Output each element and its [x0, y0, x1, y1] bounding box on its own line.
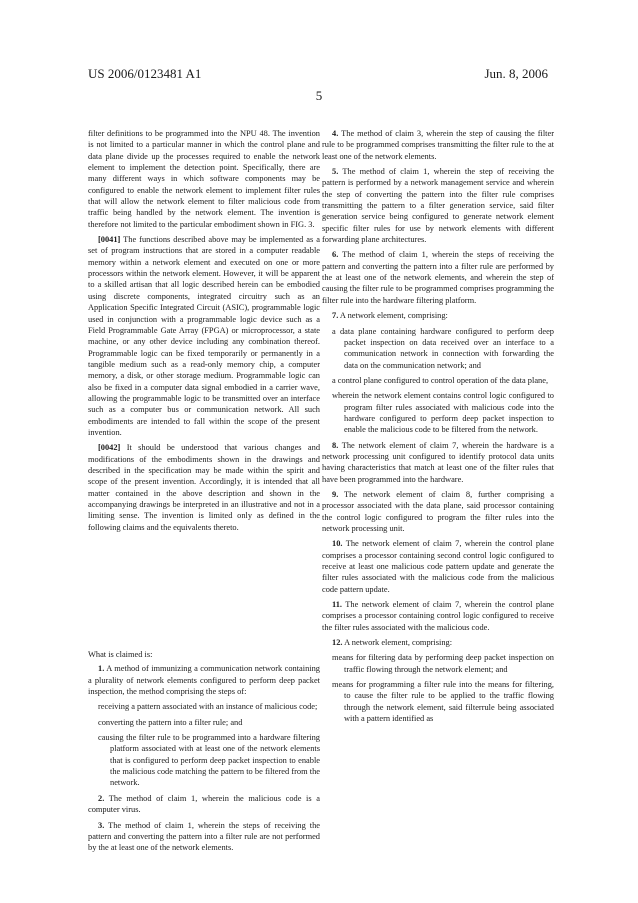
left-column	[88, 128, 320, 858]
claim-1	[88, 663, 320, 697]
claim-1-step: receiving a pattern associated with an instance of malicious code;	[98, 702, 318, 712]
paragraph-number: [0041]	[98, 235, 121, 245]
claim-number: 10.	[332, 539, 343, 549]
claim-4	[322, 128, 554, 162]
claim-3	[88, 820, 320, 854]
claim-text: A network element, comprising:	[339, 311, 448, 321]
claim-11	[322, 599, 554, 633]
claim-5	[322, 166, 554, 245]
paragraph-text: It should be understood that various changes and modifications of the embodiments shown in the drawings and described in the specification may be made within the spirit and scope of the present invention. Accordingly, it is intended that all matter contained in the above description and shown in the accompanying drawings be interpreted in an illustrative and not in a limiting sense. The invention is limited only as defined in the following claims and the equivalents thereto.	[88, 443, 321, 532]
claim-10	[322, 538, 554, 595]
claim-text: The method of claim 1, wherein the step of receiving the pattern is performed by a network management service and wherein the step of converting the pattern into the filter rule comprises transmitting the pattern to a filter generation service, said filter generation service being configured to generate network element specific filter rules for use by network elements with different forwarding plane architectures.	[322, 167, 554, 245]
publication-date: Jun. 8, 2006	[484, 66, 548, 81]
claim-12-element: means for filtering data by performing deep packet inspection on traffic flowing through the network element; and	[332, 653, 554, 674]
claim-7-element: a control plane configured to control operation of the data plane,	[332, 375, 549, 385]
claim-text: The method of claim 1, wherein the malicious code is a computer virus.	[88, 793, 320, 815]
paragraph-0041	[88, 234, 320, 438]
claim-7	[322, 310, 554, 321]
publication-number: US 2006/0123481 A1	[88, 66, 202, 81]
claim-number: 2.	[98, 793, 105, 803]
claim-number: 12.	[332, 638, 343, 648]
claim-text: The network element of claim 7, wherein the control plane comprises a processor containing control logic configured to receive the filter rules associated with the malicious code.	[322, 600, 554, 632]
claim-1-step: converting the pattern into a filter rule; and	[98, 717, 243, 727]
claim-text: The method of claim 1, wherein the steps of receiving the pattern and converting the pattern into a filter rule are not performed by the at least one of the network elements.	[88, 820, 320, 853]
claim-number: 6.	[332, 250, 339, 260]
page-number: 5	[315, 88, 323, 103]
section-gap	[88, 537, 320, 649]
paragraph-0042	[88, 442, 320, 533]
claim-text: The method of claim 3, wherein the step of causing the filter rule to be programmed comprises transmitting the filter rule to the at least one of the network elements.	[322, 129, 554, 161]
claim-text: A method of immunizing a communication network containing a plurality of network elements configured to perform deep packet inspection, the method comprising the steps of:	[88, 664, 320, 697]
paragraph-text: The functions described above may be implemented as a set of program instructions that are stored in a computer readable memory within a network element and executed on one or more processors within the network element. However, it will be apparent to a skilled artisan that all logic described herein can be embodied using discrete components, integrated circuitry such as an Application Specific Integrated Circuit (ASIC), programmable logic used in conjunction with a programmable logic device such as a Field Programmable Gate Array (FPGA) or microprocessor, a state machine, or any other device including any combination thereof. Programmable logic can be fixed temporarily or permanently in a tangible medium such as a read-only memory chip, a computer memory, a disk, or other storage medium. Programmable logic can also be fixed in a computer data signal embodied in a carrier wave, allowing the programmable logic to be transmitted over an interface such as a computer bus or communication network. All such embodiments are intended to fall within the scope of the present invention.	[88, 235, 320, 437]
claim-9	[322, 489, 554, 534]
claim-6	[322, 249, 554, 306]
claim-number: 1.	[98, 664, 105, 674]
claim-text: The network element of claim 7, wherein the control plane comprises a processor containing second control logic configured to receive at least one malicious code pattern update and generate the filter rules associated with the malicious code from the malicious code pattern update.	[322, 539, 554, 594]
claim-number: 11.	[332, 600, 343, 610]
claim-number: 4.	[332, 129, 339, 138]
claim-7-element: wherein the network element contains control logic configured to program filter rules associated with malicious code into the hardware configured to perform deep packet inspection to enable the malicious code to be filtered from the network.	[332, 391, 554, 435]
page-header	[60, 66, 578, 103]
paragraph-continued: filter definitions to be programmed into the NPU 48. The invention is not limited to a particular manner in which the control plane and data plane divide up the processes required to enable the network element to implement the detection point. Specifically, there are many different ways in which software components may be configured to enable the network element to implement filter rules that will allow the network element to filter malicious code from traffic being handled by the network element. The invention is therefore not limited to the particular embodiment shown in FIG. 3.	[88, 129, 320, 229]
paragraph-number: [0042]	[98, 443, 121, 453]
claim-2	[88, 793, 320, 816]
claim-number: 7.	[332, 311, 339, 321]
claim-12	[322, 637, 554, 648]
claim-7-element: a data plane containing hardware configured to perform deep packet inspection on data received over an interface to a communication network in connection with forwarding the data on the communication network; and	[332, 326, 554, 370]
claim-8	[322, 440, 554, 485]
claim-number: 5.	[332, 167, 339, 177]
claim-text: The network element of claim 8, further comprising a processor associated with the data plane, said processor containing the control logic configured to program the filter rules into the network processing unit.	[322, 489, 554, 533]
right-column	[322, 128, 554, 729]
claim-number: 8.	[332, 440, 339, 450]
claim-text: The network element of claim 7, wherein the hardware is a network processing unit configured to identify protocol data units having characteristics that match at least one of the filter rules that have been programmed into the hardware.	[322, 440, 554, 484]
claim-number: 9.	[332, 489, 339, 499]
claim-text: The method of claim 1, wherein the steps of receiving the pattern and converting the pattern into a filter rule are performed by the at least one of the network elements, and wherein the step of causing the filter rule to be programmed comprises programming the filter rule into the hardware filtering platform.	[322, 250, 554, 305]
claim-12-element: means for programming a filter rule into the means for filtering, to cause the filter rule to be applied to the traffic flowing through the network element, said filterrule being associated with a pattern identified as	[332, 680, 554, 724]
claims-heading: What is claimed is:	[88, 650, 153, 660]
claim-number: 3.	[98, 820, 105, 830]
claim-text: A network element, comprising:	[344, 638, 453, 648]
claim-1-step: causing the filter rule to be programmed into a hardware filtering platform associated with at least one of the network elements that is configured to perform deep packet inspection to enable the malicious code matching the pattern to be filtered from the network.	[98, 733, 320, 788]
